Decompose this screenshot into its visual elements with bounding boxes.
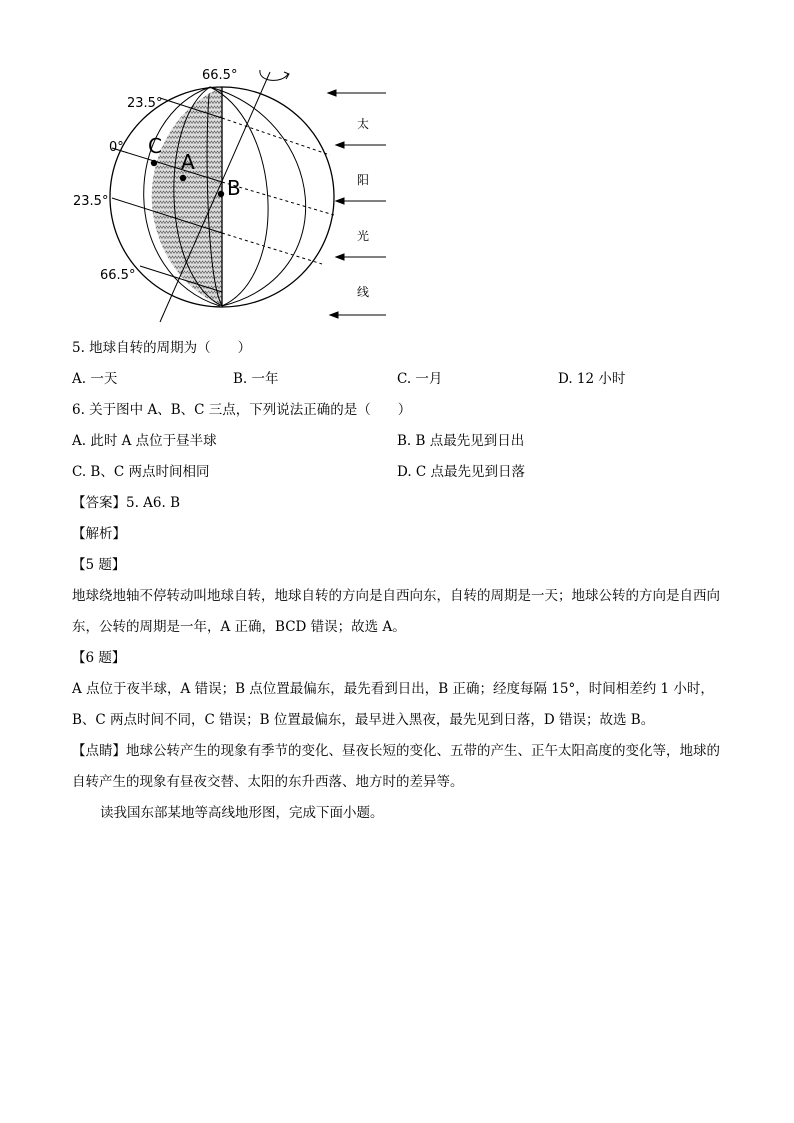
sunlight-char-4: 线	[357, 285, 370, 299]
label-point-c: C	[148, 134, 162, 158]
analysis-title: 【解析】	[72, 526, 126, 542]
label-point-b: B	[227, 176, 241, 200]
sunlight-char-1: 太	[357, 117, 370, 131]
point-b-dot	[218, 191, 224, 197]
rotation-arrow-icon	[260, 70, 289, 80]
q6-stem: 6. 关于图中 A、B、C 三点，下列说法正确的是（ ）	[72, 402, 412, 418]
q5-option-d[interactable]: D. 12 小时	[558, 371, 626, 387]
q5-stem: 5. 地球自转的周期为（ ）	[72, 340, 252, 356]
next-question-intro: 读我国东部某地等高线地形图，完成下面小题。	[100, 805, 384, 821]
label-23-top: 23.5°	[127, 96, 163, 111]
q6-option-d[interactable]: D. C 点最先见到日落	[397, 464, 526, 480]
label-23-bottom: 23.5°	[73, 194, 109, 209]
q6-option-a[interactable]: A. 此时 A 点位于昼半球	[72, 433, 217, 449]
q6-option-b[interactable]: B. B 点最先见到日出	[397, 433, 525, 449]
label-equator: 0°	[109, 140, 124, 155]
sunlight-char-2: 阳	[357, 173, 370, 187]
q5-option-a[interactable]: A. 一天	[72, 371, 118, 387]
point-c-dot	[151, 160, 157, 166]
label-point-a: A	[181, 150, 195, 174]
answer-line: 【答案】5. A6. B	[72, 495, 181, 511]
q6-explain-title: 【6 题】	[72, 650, 126, 666]
q6-option-c[interactable]: C. B、C 两点时间相同	[72, 464, 210, 480]
q5-option-c[interactable]: C. 一月	[397, 371, 443, 387]
earth-rotation-diagram	[60, 60, 400, 335]
q5-option-b[interactable]: B. 一年	[233, 371, 279, 387]
point-a-dot	[180, 175, 186, 181]
q5-explanation: 地球绕地轴不停转动叫地球自转，地球自转的方向是自西向东，自转的周期是一天；地球公转的方向是自西向东，公转的周期是一年，A 正确，BCD 错误；故选 A。	[72, 588, 720, 635]
q6-explanation: A 点位于夜半球，A 错误；B 点位置最偏东，最先看到日出，B 正确；经度每隔 15°，时间相差约 1 小时，B、C 两点时间不同，C 错误；B 位置最偏东，最早进入黑夜，最先见到日落，D 错误；故选 B。	[72, 681, 714, 728]
q5-explain-title: 【5 题】	[72, 557, 126, 573]
label-66-bottom: 66.5°	[100, 268, 136, 283]
sunlight-char-3: 光	[357, 229, 370, 243]
label-66-top: 66.5°	[202, 68, 238, 83]
remark-paragraph: 【点睛】地球公转产生的现象有季节的变化、昼夜长短的变化、五带的产生、正午太阳高度的变化等，地球的自转产生的现象有昼夜交替、太阳的东升西落、地方时的差异等。	[72, 743, 720, 790]
